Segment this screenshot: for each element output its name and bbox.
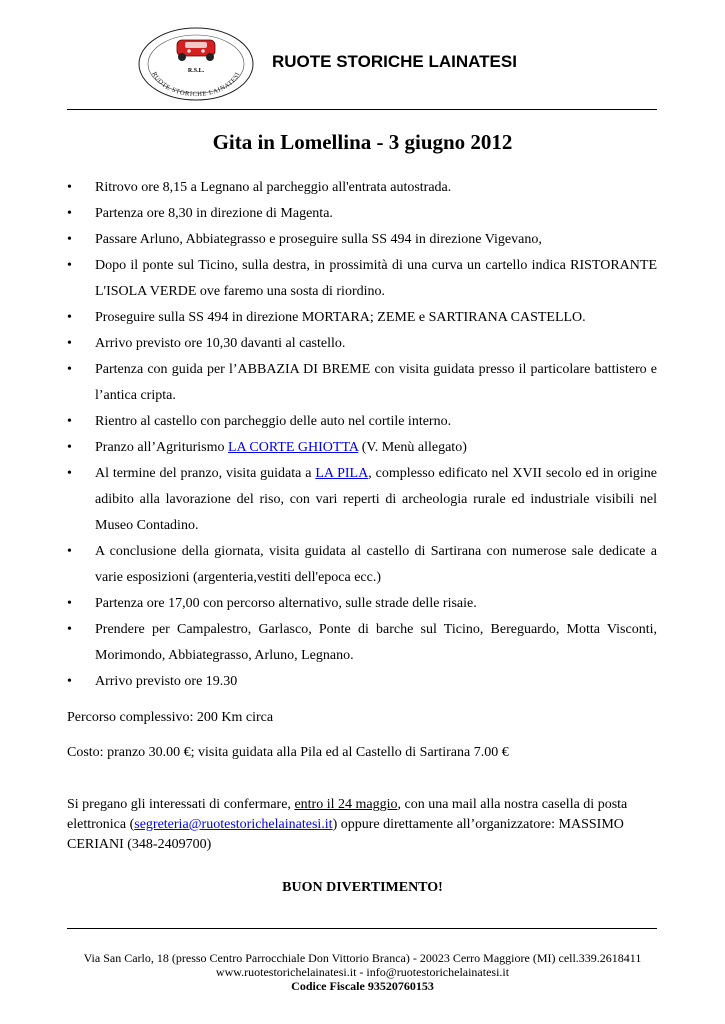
bullet-icon: • [67,258,72,273]
svg-text:RUOTE STORICHE LAINATESI: RUOTE STORICHE LAINATESI [150,70,242,99]
list-item: • Prendere per Campalestro, Garlasco, Ponte di barche sul Ticino, Bereguardo, Motta Visconti, Morimondo, Abbiategrasso, Arluno, Legnano. [67,617,657,669]
list-item: • Partenza ore 8,30 in direzione di Magenta. [67,201,657,227]
bullet-icon: • [67,336,72,351]
cost-info: Costo: pranzo 30.00 €; visita guidata alla Pila ed al Castello di Sartirana 7.00 € [67,745,509,760]
closing-text: BUON DIVERTIMENTO! [282,880,443,895]
email-link[interactable]: segreteria@ruotestorichelainatesi.it [134,817,333,832]
list-item: • Pranzo all’Agriturismo LA CORTE GHIOTTA (V. Menù allegato) [67,435,657,461]
deadline: entro il 24 maggio [294,797,398,812]
bullet-icon: • [67,414,72,429]
bullet-icon: • [67,622,72,637]
bullet-icon: • [67,362,72,377]
list-item: • Dopo il ponte sul Ticino, sulla destra, in prossimità di una curva un cartello indica RISTORANTE L'ISOLA VERDE ove faremo una sosta di riordino. [67,253,657,305]
footer-web: www.ruotestorichelainatesi.it - info@ruotestorichelainatesi.it [215,965,510,979]
list-item: • Passare Arluno, Abbiategrasso e proseguire sulla SS 494 in direzione Vigevano, [67,227,657,253]
club-logo [137,26,255,102]
list-item: • Proseguire sulla SS 494 in direzione MORTARA; ZEME e SARTIRANA CASTELLO. [67,305,657,331]
bullet-icon: • [67,466,72,481]
list-item: • Partenza con guida per l’ABBAZIA DI BREME con visita guidata presso il particolare battistero e l’antica cripta. [67,357,657,409]
club-name: RUOTE STORICHE LAINATESI [272,52,517,71]
list-item: • Rientro al castello con parcheggio delle auto nel cortile interno. [67,409,657,435]
bullet-icon: • [67,232,72,247]
footer-divider [67,928,657,929]
bullet-icon: • [67,674,72,689]
bullet-icon: • [67,180,72,195]
list-item: • Partenza ore 17,00 con percorso alternativo, sulle strade delle risaie. [67,591,657,617]
header-divider [67,109,657,110]
list-item: • Arrivo previsto ore 19.30 [67,669,657,695]
confirm-paragraph: Si pregano gli interessati di confermare, entro il 24 maggio, con una mail alla nostra casella di posta elettronica (segreteria@ruotestorichelainatesi.it) oppure direttamente all’organizzatore: MASSIMO CERIANI (348-2409700) [67,797,628,852]
list-item: • Arrivo previsto ore 10,30 davanti al castello. [67,331,657,357]
bullet-icon: • [67,310,72,325]
bullet-icon: • [67,544,72,559]
venue-link[interactable]: LA CORTE GHIOTTA [227,440,359,455]
list-item: • Al termine del pranzo, visita guidata a LA PILA, complesso edificato nel XVII secolo ed in origine adibito alla lavorazione del riso, con vari reperti di archeologia rurale ed industriale visibili nel Museo Contadino. [67,461,657,539]
bullet-icon: • [67,596,72,611]
svg-text:R.S.L.: R.S.L. [187,68,205,74]
route-length: Percorso complessivo: 200 Km circa [67,710,274,725]
footer-fiscal: Codice Fiscale 93520760153 [291,979,434,993]
page-title: Gita in Lomellina - 3 giugno 2012 [212,130,513,154]
venue-link[interactable]: LA PILA [315,466,369,481]
list-item: • A conclusione della giornata, visita guidata al castello di Sartirana con numerose sale dedicate a varie esposizioni (argenteria,vestiti dell'epoca ecc.) [67,539,657,591]
list-item: • Ritrovo ore 8,15 a Legnano al parcheggio all'entrata autostrada. [67,175,657,201]
bullet-icon: • [67,440,72,455]
itinerary-list [67,175,657,695]
bullet-icon: • [67,206,72,221]
footer-address: Via San Carlo, 18 (presso Centro Parrocchiale Don Vittorio Branca) - 20023 Cerro Maggiore (MI) cell.339.2618411 [83,951,642,965]
